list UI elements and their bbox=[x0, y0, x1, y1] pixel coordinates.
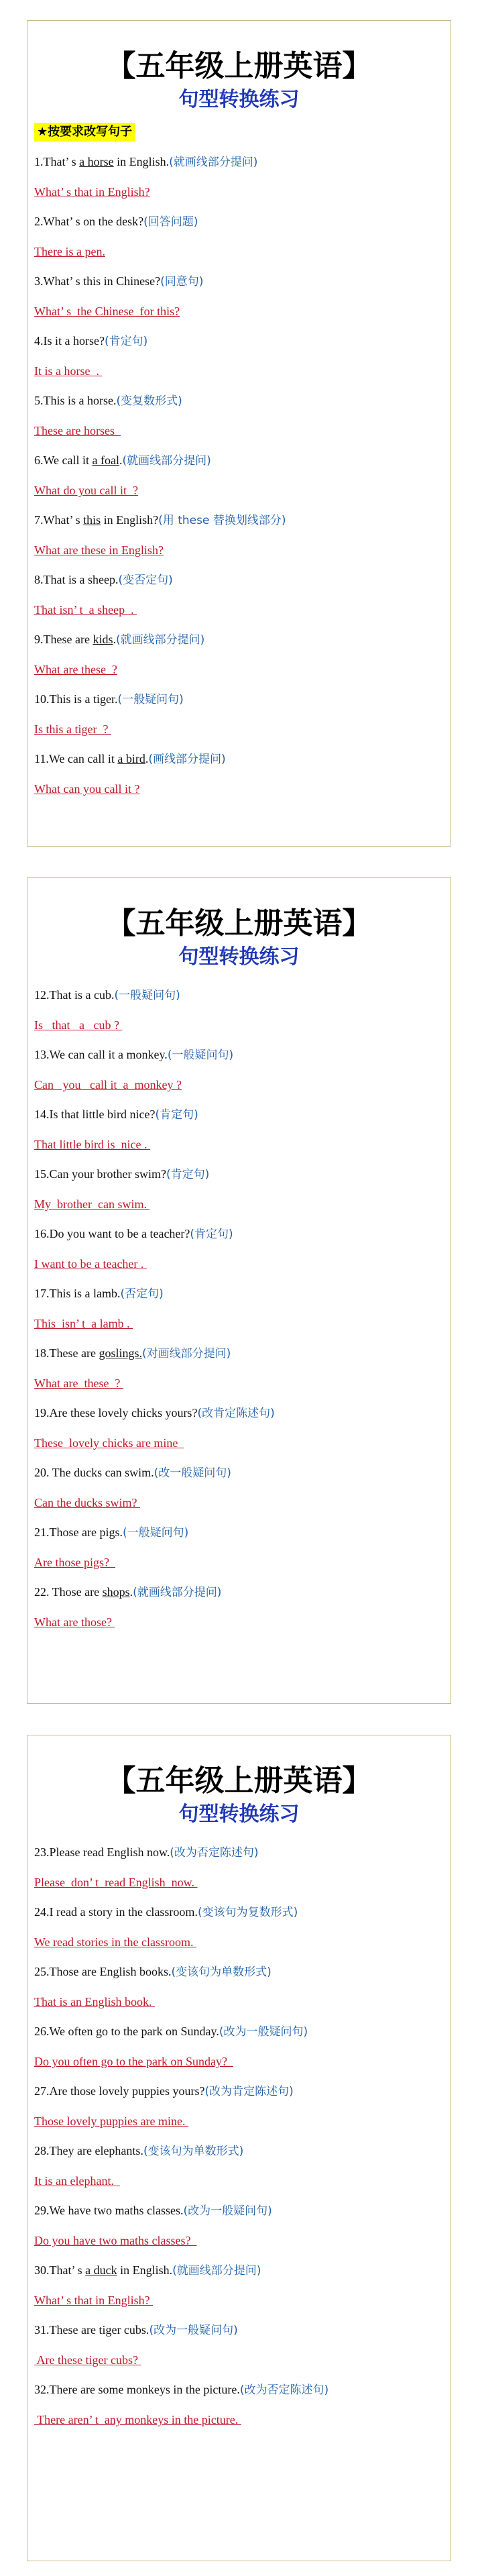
question-text: 7.What’ s bbox=[34, 513, 84, 527]
question-line bbox=[34, 565, 445, 595]
exercise-list bbox=[27, 123, 450, 804]
answer-line: What are these in English? bbox=[34, 543, 164, 557]
underlined-part: a horse bbox=[79, 155, 114, 168]
task-hint: (变该句为单数形式) bbox=[171, 1966, 272, 1979]
question-line bbox=[34, 2017, 445, 2047]
page-title: 【五年级上册英语】 bbox=[106, 1764, 372, 1798]
question-line bbox=[34, 207, 445, 237]
task-hint: (改肯定陈述句) bbox=[197, 1407, 275, 1420]
question-line bbox=[34, 1837, 445, 1868]
answer-line: Do you have two maths classes? bbox=[34, 2234, 197, 2247]
answer-line: What are these ? bbox=[34, 663, 117, 676]
question-text: 11.We can call it bbox=[34, 752, 118, 765]
question-text: 14.Is that little bird nice? bbox=[34, 1108, 156, 1121]
underlined-part: this bbox=[83, 513, 101, 527]
question-text-end: . bbox=[145, 752, 149, 765]
question-line bbox=[34, 1957, 445, 1987]
task-hint: (画线部分提问) bbox=[148, 753, 226, 766]
task-hint: (变该句为复数形式) bbox=[197, 1906, 298, 1919]
question-text: 18.These are bbox=[34, 1346, 99, 1360]
answer-line: Can you call it a monkey ? bbox=[34, 1078, 182, 1091]
question-text: 21.Those are pigs. bbox=[34, 1525, 123, 1539]
question-text: 3.What’ s this in Chinese? bbox=[34, 274, 161, 288]
question-line bbox=[34, 1577, 445, 1607]
answer-line: This isn’ t a lamb . bbox=[34, 1317, 133, 1330]
answer-line: It is a horse . bbox=[34, 364, 103, 378]
task-hint: (改为否定陈述句) bbox=[170, 1846, 259, 1860]
question-text: 22. Those are bbox=[34, 1585, 103, 1599]
underlined-part: a duck bbox=[85, 2263, 117, 2277]
task-hint: (就画线部分提问) bbox=[115, 633, 205, 647]
task-hint: (改为一般疑问句) bbox=[219, 2025, 308, 2039]
answer-line: Is that a cub ? bbox=[34, 1018, 123, 1032]
question-text: 8.That is a sheep. bbox=[34, 573, 119, 586]
question-line bbox=[34, 2315, 445, 2345]
answer-line: It is an elephant. bbox=[34, 2174, 120, 2188]
question-text: 4.Is it a horse? bbox=[34, 334, 105, 347]
question-line bbox=[34, 625, 445, 655]
question-text: 17.This is a lamb. bbox=[34, 1287, 121, 1300]
question-text: 24.I read a story in the classroom. bbox=[34, 1905, 198, 1919]
task-hint: (一般疑问句) bbox=[167, 1049, 234, 1062]
question-text: 12.That is a cub. bbox=[34, 988, 115, 1002]
question-text: 28.They are elephants. bbox=[34, 2144, 143, 2157]
task-hint: (改为否定陈述句) bbox=[239, 2383, 329, 2397]
question-line bbox=[34, 386, 445, 416]
underlined-part: goslings. bbox=[99, 1346, 142, 1360]
task-hint: (肯定句) bbox=[190, 1228, 233, 1241]
question-line bbox=[34, 1338, 445, 1368]
question-line bbox=[34, 1219, 445, 1249]
question-line bbox=[34, 1398, 445, 1428]
answer-line: What can you call it ? bbox=[34, 782, 140, 796]
question-text: 9.These are bbox=[34, 633, 93, 646]
answer-line: I want to be a teacher . bbox=[34, 1257, 147, 1271]
answer-line: What’ s that in English? bbox=[34, 2294, 154, 2307]
question-line bbox=[34, 684, 445, 714]
question-line bbox=[34, 1099, 445, 1130]
question-line bbox=[34, 1897, 445, 1927]
question-text-end: in English. bbox=[113, 155, 170, 168]
task-hint: (同意句) bbox=[160, 275, 204, 288]
question-text: 29.We have two maths classes. bbox=[34, 2204, 184, 2217]
page-subtitle: 句型转换练习 bbox=[178, 945, 300, 969]
task-hint: (一般疑问句) bbox=[117, 693, 184, 706]
question-text: 20. The ducks can swim. bbox=[34, 1466, 154, 1479]
answer-line: There is a pen. bbox=[34, 245, 105, 258]
question-line bbox=[34, 445, 445, 476]
page-title: 【五年级上册英语】 bbox=[106, 906, 372, 941]
task-hint: (就画线部分提问) bbox=[122, 454, 211, 468]
question-text: 26.We often go to the park on Sunday. bbox=[34, 2025, 219, 2038]
underlined-part: kids bbox=[93, 633, 113, 646]
question-text: 15.Can your brother swim? bbox=[34, 1167, 166, 1181]
question-line bbox=[34, 2196, 445, 2226]
answer-line: What are these ? bbox=[34, 1377, 123, 1390]
answer-line: Are these tiger cubs? bbox=[34, 2353, 141, 2367]
task-hint: (就画线部分提问) bbox=[169, 156, 258, 169]
answer-line: What’ s the Chinese for this? bbox=[34, 305, 180, 318]
answer-line: These are horses bbox=[34, 424, 121, 437]
answer-line: What do you call it ? bbox=[34, 484, 138, 497]
task-hint: (一般疑问句) bbox=[114, 989, 180, 1002]
question-line bbox=[34, 1458, 445, 1488]
task-hint: (改为一般疑问句) bbox=[149, 2324, 238, 2337]
answer-line: What’ s that in English? bbox=[34, 185, 150, 199]
question-text: 23.Please read English now. bbox=[34, 1845, 170, 1859]
instruction-label: ★按要求改写句子 bbox=[34, 123, 135, 142]
question-line bbox=[34, 1517, 445, 1548]
task-hint: (肯定句) bbox=[155, 1108, 198, 1122]
page-title: 【五年级上册英语】 bbox=[106, 49, 372, 83]
answer-line: Are those pigs? bbox=[34, 1556, 115, 1569]
task-hint: (用 these 替换划线部分) bbox=[158, 514, 286, 527]
task-hint: (否定句) bbox=[120, 1287, 164, 1301]
question-text: 32.There are some monkeys in the picture. bbox=[34, 2383, 240, 2396]
task-hint: (改为肯定陈述句) bbox=[204, 2085, 294, 2098]
answer-line: Do you often go to the park on Sunday? bbox=[34, 2055, 233, 2068]
question-text-end: . bbox=[113, 633, 116, 646]
answer-line: My brother can swim. bbox=[34, 1197, 150, 1211]
answer-line: That little bird is nice . bbox=[34, 1138, 150, 1151]
task-hint: (改为一般疑问句) bbox=[183, 2204, 272, 2218]
task-hint: (变复数形式) bbox=[116, 394, 182, 408]
underlined-part: a bird bbox=[117, 752, 145, 765]
question-text: 10.This is a tiger. bbox=[34, 692, 118, 706]
question-text: 31.These are tiger cubs. bbox=[34, 2323, 149, 2337]
question-text-end: in English. bbox=[117, 2263, 173, 2277]
answer-line: Is this a tiger ? bbox=[34, 722, 111, 736]
answer-line: There aren’ t any monkeys in the picture. bbox=[34, 2413, 241, 2426]
question-line bbox=[34, 1159, 445, 1189]
answer-line: Please don’ t read English now. bbox=[34, 1876, 198, 1889]
question-line bbox=[34, 2375, 445, 2405]
question-line bbox=[34, 2136, 445, 2166]
question-text: 19.Are these lovely chicks yours? bbox=[34, 1406, 198, 1419]
task-hint: (一般疑问句) bbox=[122, 1526, 189, 1540]
answer-line: What are those? bbox=[34, 1615, 115, 1629]
task-hint: (对画线部分提问) bbox=[141, 1347, 231, 1360]
question-text-end: . bbox=[119, 453, 123, 467]
exercise-list bbox=[27, 980, 450, 1637]
page-subtitle: 句型转换练习 bbox=[178, 88, 300, 111]
question-line bbox=[34, 266, 445, 297]
task-hint: (肯定句) bbox=[104, 335, 148, 348]
question-line bbox=[34, 326, 445, 356]
question-text: 2.What’ s on the desk? bbox=[34, 215, 144, 228]
question-text: 5.This is a horse. bbox=[34, 394, 117, 407]
question-text: 27.Are those lovely puppies yours? bbox=[34, 2084, 205, 2098]
question-line bbox=[34, 1040, 445, 1070]
answer-line: That is an English book. bbox=[34, 1995, 155, 2008]
underlined-part: a foal bbox=[92, 453, 120, 467]
worksheet-page-3 bbox=[27, 1735, 451, 2561]
answer-line: These lovely chicks are mine bbox=[34, 1436, 184, 1450]
task-hint: (回答问题) bbox=[143, 215, 198, 229]
question-text: 16.Do you want to be a teacher? bbox=[34, 1227, 190, 1240]
page-subtitle: 句型转换练习 bbox=[178, 1803, 300, 1826]
worksheet-page-1 bbox=[27, 20, 451, 847]
question-text-end: . bbox=[129, 1585, 133, 1599]
question-line bbox=[34, 744, 445, 774]
answer-line: Those lovely puppies are mine. bbox=[34, 2114, 188, 2128]
question-line bbox=[34, 1279, 445, 1309]
underlined-part: shops bbox=[102, 1585, 130, 1599]
question-text: 6.We call it bbox=[34, 453, 93, 467]
worksheet-page-2 bbox=[27, 877, 451, 1704]
question-text: 30.That’ s bbox=[34, 2263, 86, 2277]
task-hint: (就画线部分提问) bbox=[172, 2264, 261, 2277]
question-text: 25.Those are English books. bbox=[34, 1965, 172, 1978]
exercise-list bbox=[27, 1837, 450, 2434]
answer-line: We read stories in the classroom. bbox=[34, 1935, 196, 1949]
task-hint: (变该句为单数形式) bbox=[143, 2145, 244, 2158]
question-line bbox=[34, 505, 445, 535]
question-line bbox=[34, 2255, 445, 2286]
task-hint: (改一般疑问句) bbox=[154, 1466, 231, 1480]
answer-line: That isn’ t a sheep . bbox=[34, 603, 137, 616]
question-text-end: in English? bbox=[101, 513, 159, 527]
question-text: 1.That’ s bbox=[34, 155, 80, 168]
question-line bbox=[34, 147, 445, 177]
task-hint: (变否定句) bbox=[118, 574, 173, 587]
question-text: 13.We can call it a monkey. bbox=[34, 1048, 168, 1061]
answer-line: Can the ducks swim? bbox=[34, 1496, 140, 1509]
question-line bbox=[34, 980, 445, 1010]
task-hint: (肯定句) bbox=[166, 1168, 210, 1181]
task-hint: (就画线部分提问) bbox=[133, 1586, 222, 1599]
question-line bbox=[34, 2076, 445, 2106]
